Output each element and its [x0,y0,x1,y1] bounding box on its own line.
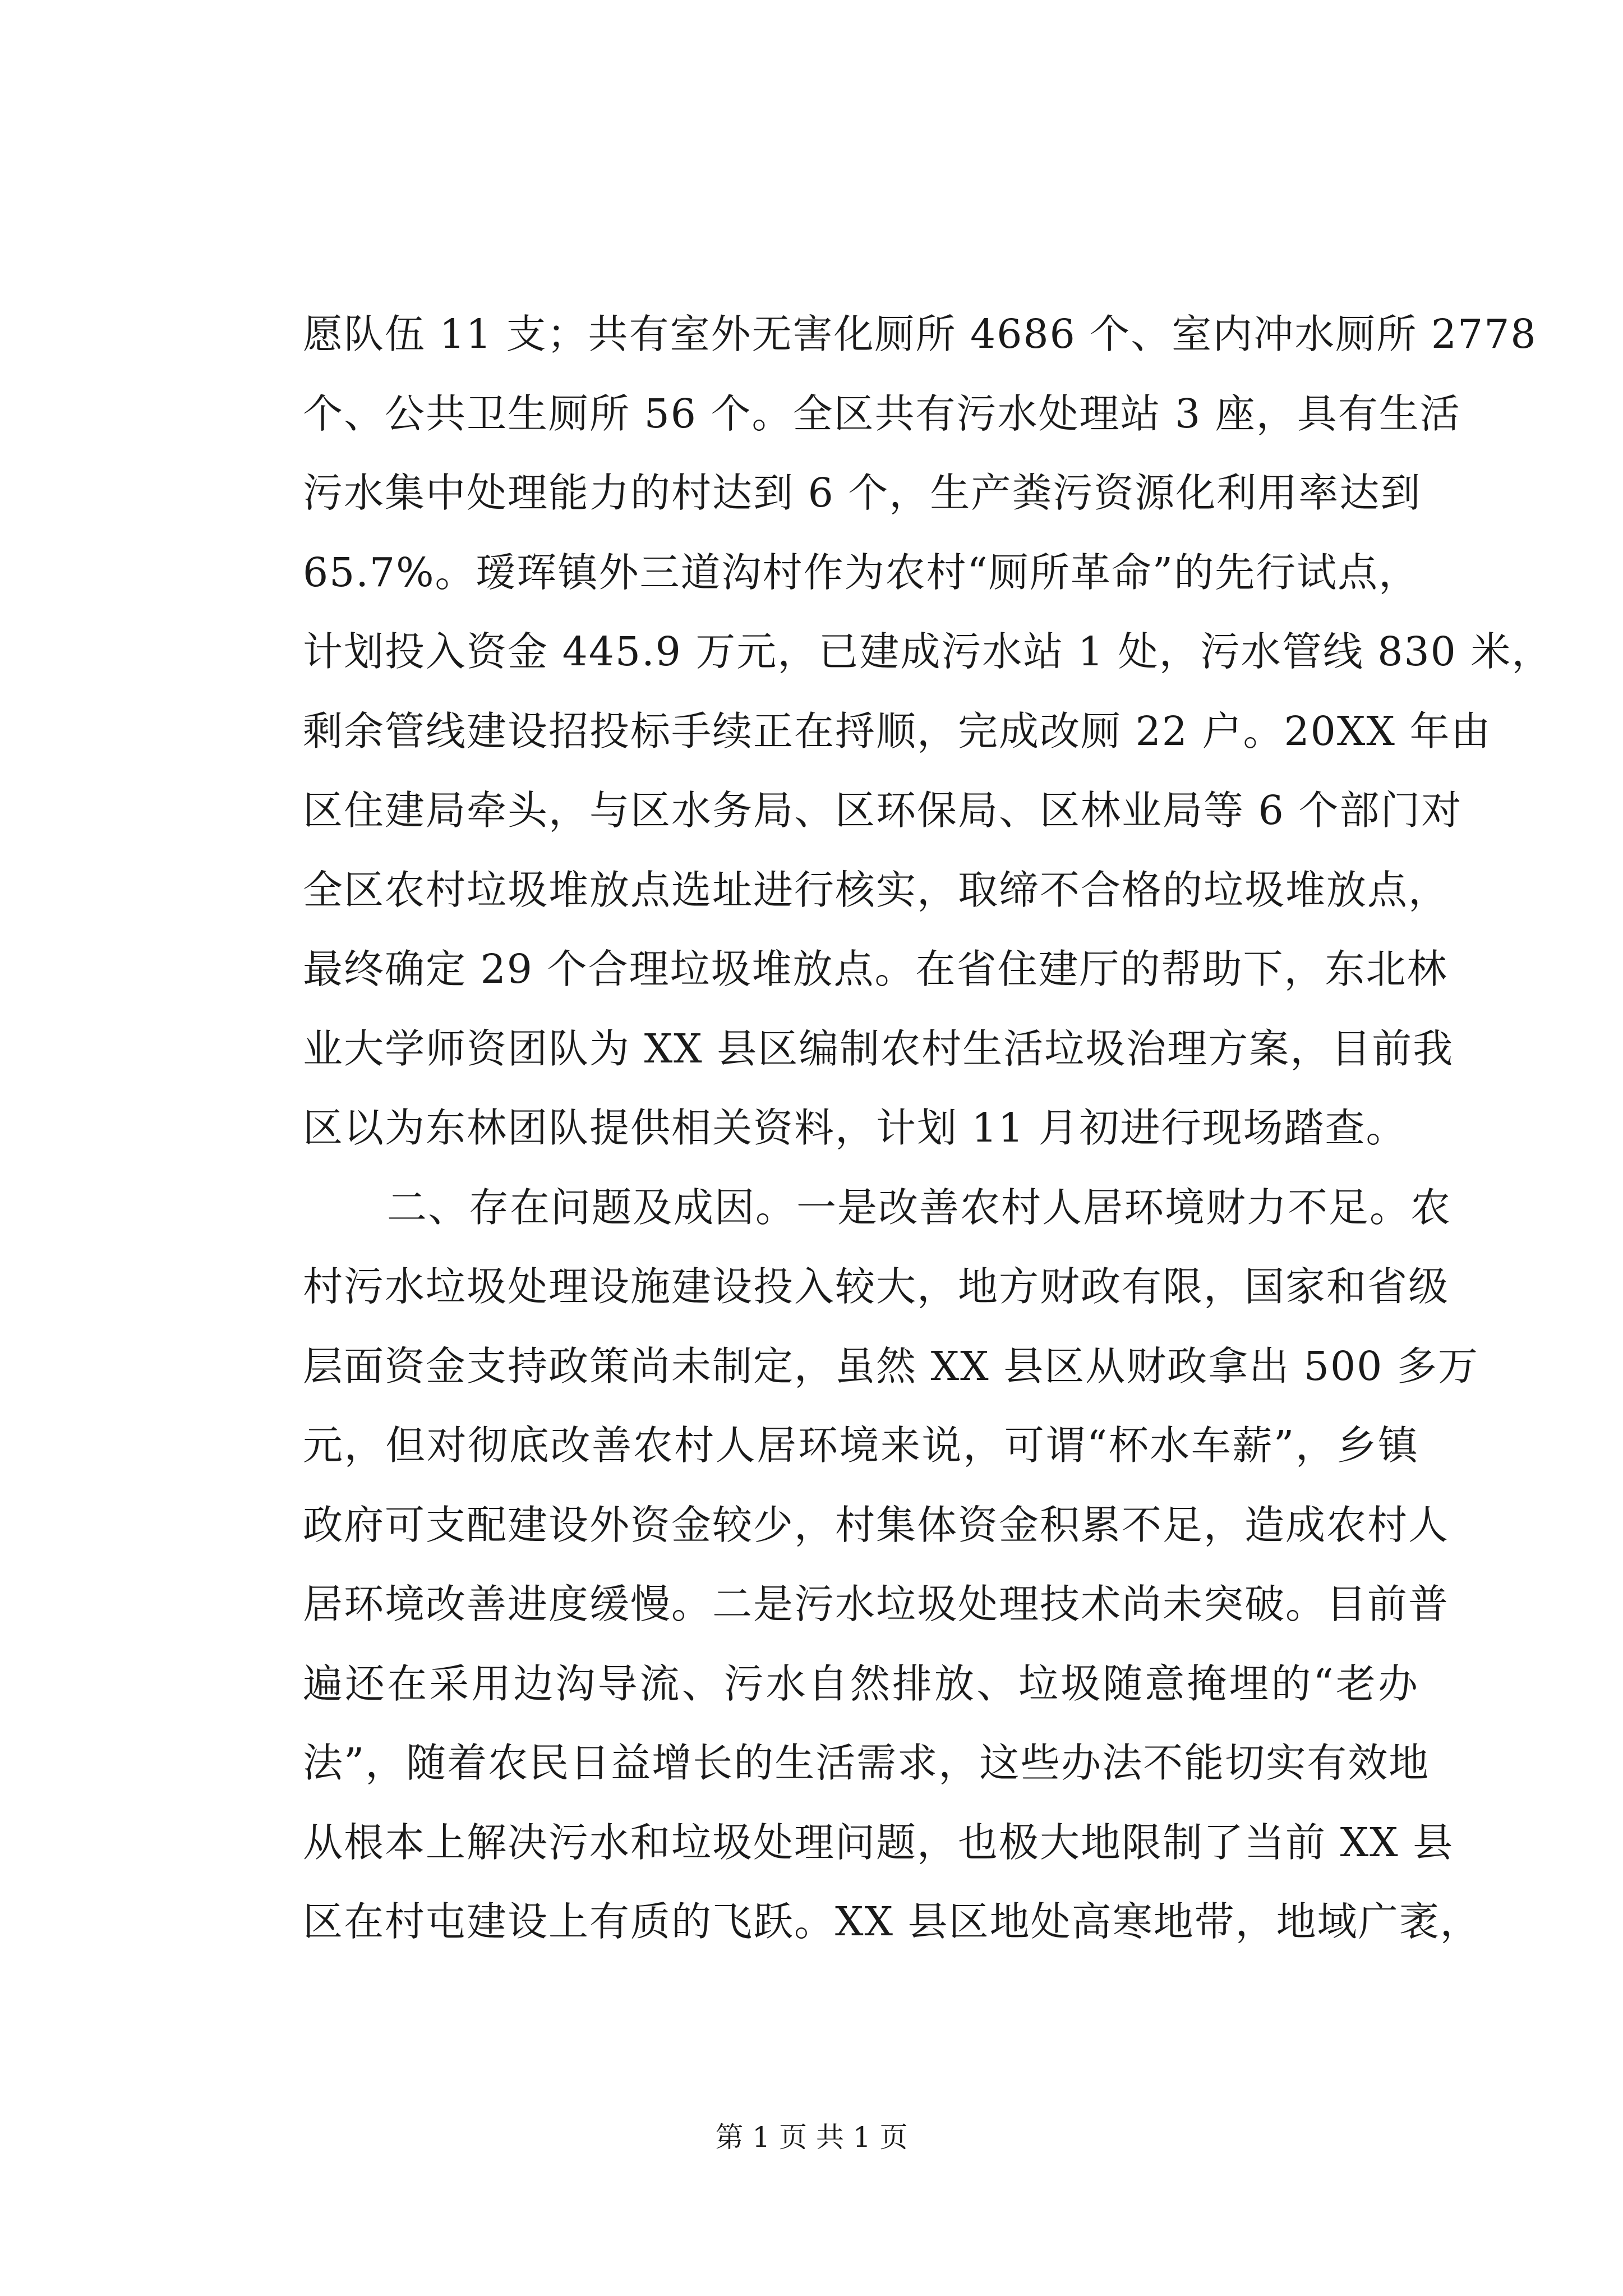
text-line-8: 全区农村垃圾堆放点选址进行核实，取缔不合格的垃圾堆放点， [303,866,1450,913]
text-line-10: 业大学师资团队为 XX 县区编制农村生活垃圾治理方案，目前我 [303,1025,1454,1072]
text-line-7: 区住建局牵头，与区水务局、区环保局、区林业局等 6 个部门对 [303,787,1463,834]
text-line-17: 居环境改善进度缓慢。二是污水垃圾处理技术尚未突破。目前普 [303,1581,1450,1627]
text-line-13: 村污水垃圾处理设施建设投入较大，地方财政有限，国家和省级 [303,1263,1450,1310]
text-line-21: 区在村屯建设上有质的飞跃。XX 县区地处高寒地带，地域广袤， [303,1898,1481,1945]
text-line-20: 从根本上解决污水和垃圾处理问题，也极大地限制了当前 XX 县 [303,1819,1454,1866]
text-line-12: 二、存在问题及成因。一是改善农村人居环境财力不足。农 [387,1184,1452,1231]
text-line-16: 政府可支配建设外资金较少，村集体资金积累不足，造成农村人 [303,1501,1450,1548]
text-line-4: 65.7%。瑷珲镇外三道沟村作为农村“厕所革命”的先行试点， [303,549,1420,596]
text-line-11: 区以为东林团队提供相关资料，计划 11 月初进行现场踏查。 [303,1105,1407,1151]
page-footer: 第 1 页 共 1 页 [715,2121,908,2154]
text-line-3: 污水集中处理能力的村达到 6 个，生产粪污资源化利用率达到 [303,470,1422,516]
text-line-5: 计划投入资金 445.9 万元，已建成污水站 1 处，污水管线 830 米， [303,628,1553,675]
body-text [303,295,1553,1962]
text-line-1: 愿队伍 11 支；共有室外无害化厕所 4686 个、室内冲水厕所 2778 [303,311,1537,357]
text-line-14: 层面资金支持政策尚未制定，虽然 XX 县区从财政拿出 500 多万 [303,1342,1479,1389]
text-line-15: 元，但对彻底改善农村人居环境来说，可谓“杯水车薪”，乡镇 [303,1422,1419,1469]
text-line-2: 个、公共卫生厕所 56 个。全区共有污水处理站 3 座，具有生活 [303,390,1461,437]
text-line-18: 遍还在采用边沟导流、污水自然排放、垃圾随意掩埋的“老办 [303,1660,1419,1707]
text-line-9: 最终确定 29 个合理垃圾堆放点。在省住建厅的帮助下，东北林 [303,946,1448,992]
text-line-6: 剩余管线建设招投标手续正在捋顺，完成改厕 22 户。20XX 年由 [303,707,1492,754]
text-line-19: 法”，随着农民日益增长的生活需求，这些办法不能切实有效地 [303,1740,1430,1786]
